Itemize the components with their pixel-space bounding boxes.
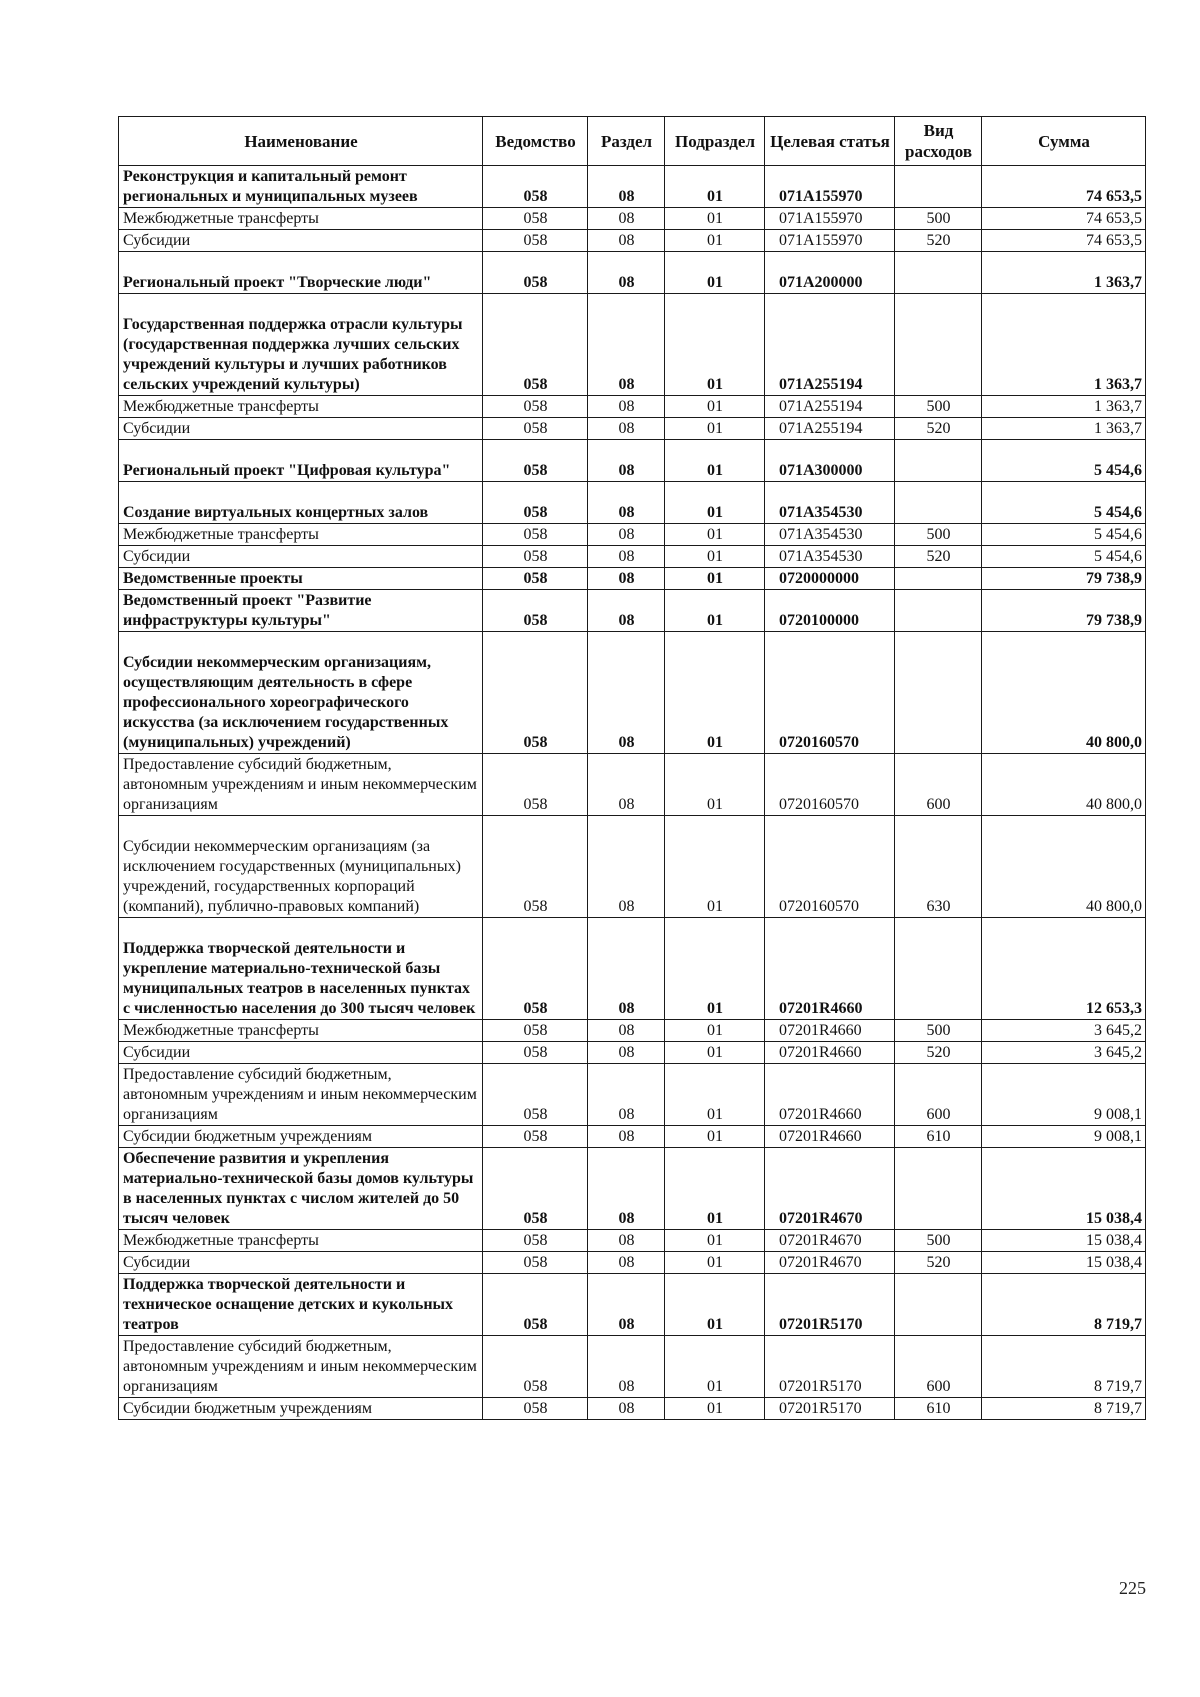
table-row: [119, 166, 1146, 208]
cell-target-article: 07201R4670: [765, 1148, 895, 1230]
cell-amount: 79 738,9: [982, 568, 1146, 590]
cell-expense-type: 520: [895, 418, 982, 440]
cell-name: Межбюджетные трансферты: [119, 1230, 483, 1252]
cell-section: 08: [588, 1148, 665, 1230]
cell-target-article: 07201R4660: [765, 1126, 895, 1148]
cell-amount: 79 738,9: [982, 590, 1146, 632]
table-row: [119, 208, 1146, 230]
cell-subsection: 01: [665, 208, 765, 230]
cell-section: 08: [588, 1230, 665, 1252]
cell-amount: 1 363,7: [982, 252, 1146, 294]
cell-department: 058: [483, 166, 588, 208]
budget-table: [118, 116, 1146, 1420]
cell-subsection: 01: [665, 590, 765, 632]
cell-target-article: 071A354530: [765, 482, 895, 524]
cell-name: Региональный проект "Творческие люди": [119, 252, 483, 294]
cell-expense-type: 600: [895, 754, 982, 816]
cell-target-article: 071A255194: [765, 396, 895, 418]
cell-name: Предоставление субсидий бюджетным, автономным учреждениям и иным некоммерческим организациям: [119, 1064, 483, 1126]
cell-subsection: 01: [665, 918, 765, 1020]
cell-expense-type: 520: [895, 1252, 982, 1274]
cell-amount: 15 038,4: [982, 1252, 1146, 1274]
cell-name: Субсидии: [119, 418, 483, 440]
cell-department: 058: [483, 1336, 588, 1398]
cell-expense-type: 500: [895, 396, 982, 418]
cell-department: 058: [483, 632, 588, 754]
cell-section: 08: [588, 632, 665, 754]
cell-name: Межбюджетные трансферты: [119, 524, 483, 546]
cell-name: Субсидии: [119, 230, 483, 252]
cell-name: Субсидии бюджетным учреждениям: [119, 1126, 483, 1148]
cell-amount: 5 454,6: [982, 482, 1146, 524]
cell-name: Ведомственные проекты: [119, 568, 483, 590]
cell-department: 058: [483, 1252, 588, 1274]
cell-expense-type: [895, 1274, 982, 1336]
cell-subsection: 01: [665, 418, 765, 440]
cell-name: Субсидии: [119, 546, 483, 568]
cell-section: 08: [588, 816, 665, 918]
cell-section: 08: [588, 1126, 665, 1148]
cell-subsection: 01: [665, 252, 765, 294]
table-row: [119, 590, 1146, 632]
table-row: [119, 440, 1146, 482]
cell-expense-type: [895, 294, 982, 396]
cell-subsection: 01: [665, 1148, 765, 1230]
cell-target-article: 07201R4660: [765, 1020, 895, 1042]
cell-department: 058: [483, 816, 588, 918]
cell-section: 08: [588, 252, 665, 294]
cell-amount: 5 454,6: [982, 546, 1146, 568]
cell-subsection: 01: [665, 166, 765, 208]
cell-section: 08: [588, 568, 665, 590]
cell-amount: 9 008,1: [982, 1126, 1146, 1148]
cell-subsection: 01: [665, 1064, 765, 1126]
cell-department: 058: [483, 546, 588, 568]
cell-target-article: 07201R4670: [765, 1252, 895, 1274]
cell-department: 058: [483, 754, 588, 816]
cell-expense-type: 500: [895, 1230, 982, 1252]
cell-target-article: 071A200000: [765, 252, 895, 294]
cell-expense-type: 630: [895, 816, 982, 918]
cell-subsection: 01: [665, 816, 765, 918]
cell-section: 08: [588, 1042, 665, 1064]
cell-section: 08: [588, 1064, 665, 1126]
cell-expense-type: [895, 568, 982, 590]
table-row: [119, 418, 1146, 440]
table-row: [119, 1274, 1146, 1336]
cell-expense-type: 600: [895, 1064, 982, 1126]
cell-section: 08: [588, 590, 665, 632]
header-department: Ведомство: [483, 117, 588, 166]
cell-amount: 5 454,6: [982, 524, 1146, 546]
cell-subsection: 01: [665, 1398, 765, 1420]
cell-amount: 1 363,7: [982, 396, 1146, 418]
cell-department: 058: [483, 482, 588, 524]
cell-section: 08: [588, 294, 665, 396]
cell-expense-type: 520: [895, 546, 982, 568]
cell-section: 08: [588, 396, 665, 418]
cell-name: Поддержка творческой деятельности и техническое оснащение детских и кукольных театров: [119, 1274, 483, 1336]
cell-subsection: 01: [665, 1252, 765, 1274]
cell-subsection: 01: [665, 440, 765, 482]
header-target-article: Целевая статья: [765, 117, 895, 166]
page-number: 225: [1119, 1578, 1146, 1598]
table-row: [119, 252, 1146, 294]
cell-subsection: 01: [665, 1230, 765, 1252]
cell-name: Межбюджетные трансферты: [119, 208, 483, 230]
cell-section: 08: [588, 1020, 665, 1042]
cell-amount: 12 653,3: [982, 918, 1146, 1020]
cell-expense-type: 520: [895, 230, 982, 252]
cell-amount: 1 363,7: [982, 418, 1146, 440]
cell-name: Субсидии бюджетным учреждениям: [119, 1398, 483, 1420]
cell-amount: 8 719,7: [982, 1336, 1146, 1398]
table-row: [119, 546, 1146, 568]
cell-section: 08: [588, 546, 665, 568]
cell-amount: 40 800,0: [982, 754, 1146, 816]
table-row: [119, 1398, 1146, 1420]
cell-target-article: 071A155970: [765, 208, 895, 230]
header-subsection: Подраздел: [665, 117, 765, 166]
cell-department: 058: [483, 1148, 588, 1230]
table-row: [119, 1230, 1146, 1252]
cell-section: 08: [588, 754, 665, 816]
cell-target-article: 0720000000: [765, 568, 895, 590]
cell-name: Государственная поддержка отрасли культуры (государственная поддержка лучших сельских учреждений культуры и лучших работников сельских учреждений культуры): [119, 294, 483, 396]
cell-amount: 5 454,6: [982, 440, 1146, 482]
table-row: [119, 1042, 1146, 1064]
cell-name: Обеспечение развития и укрепления материально-технической базы домов культуры в населенных пунктах с числом жителей до 50 тысяч человек: [119, 1148, 483, 1230]
cell-name: Предоставление субсидий бюджетным, автономным учреждениям и иным некоммерческим организациям: [119, 1336, 483, 1398]
cell-expense-type: [895, 632, 982, 754]
cell-name: Поддержка творческой деятельности и укрепление материально-технической базы муниципальных театров в населенных пунктах с численностью населения до 300 тысяч человек: [119, 918, 483, 1020]
cell-amount: 40 800,0: [982, 632, 1146, 754]
cell-amount: 74 653,5: [982, 208, 1146, 230]
cell-department: 058: [483, 1020, 588, 1042]
cell-subsection: 01: [665, 1020, 765, 1042]
cell-expense-type: 610: [895, 1126, 982, 1148]
cell-expense-type: [895, 1148, 982, 1230]
cell-target-article: 07201R4670: [765, 1230, 895, 1252]
cell-department: 058: [483, 230, 588, 252]
table-row: [119, 1336, 1146, 1398]
cell-target-article: 07201R5170: [765, 1274, 895, 1336]
header-section: Раздел: [588, 117, 665, 166]
header-name: Наименование: [119, 117, 483, 166]
cell-department: 058: [483, 252, 588, 294]
cell-expense-type: [895, 440, 982, 482]
cell-subsection: 01: [665, 632, 765, 754]
table-row: [119, 568, 1146, 590]
cell-department: 058: [483, 1042, 588, 1064]
header-row: [119, 117, 1146, 166]
cell-amount: 1 363,7: [982, 294, 1146, 396]
cell-expense-type: 500: [895, 524, 982, 546]
cell-department: 058: [483, 1230, 588, 1252]
cell-subsection: 01: [665, 1336, 765, 1398]
cell-department: 058: [483, 918, 588, 1020]
cell-department: 058: [483, 396, 588, 418]
cell-subsection: 01: [665, 568, 765, 590]
cell-amount: 74 653,5: [982, 230, 1146, 252]
cell-department: 058: [483, 208, 588, 230]
cell-target-article: 0720160570: [765, 632, 895, 754]
cell-section: 08: [588, 440, 665, 482]
cell-target-article: 071A354530: [765, 524, 895, 546]
cell-expense-type: 600: [895, 1336, 982, 1398]
table-row: [119, 294, 1146, 396]
table-row: [119, 816, 1146, 918]
cell-section: 08: [588, 918, 665, 1020]
cell-target-article: 071A300000: [765, 440, 895, 482]
table-header: [119, 117, 1146, 166]
cell-amount: 74 653,5: [982, 166, 1146, 208]
cell-target-article: 07201R4660: [765, 918, 895, 1020]
cell-target-article: 0720160570: [765, 754, 895, 816]
cell-name: Межбюджетные трансферты: [119, 1020, 483, 1042]
cell-subsection: 01: [665, 1274, 765, 1336]
cell-name: Межбюджетные трансферты: [119, 396, 483, 418]
cell-name: Субсидии: [119, 1252, 483, 1274]
cell-amount: 8 719,7: [982, 1274, 1146, 1336]
table-row: [119, 918, 1146, 1020]
table-row: [119, 230, 1146, 252]
cell-section: 08: [588, 482, 665, 524]
cell-expense-type: [895, 482, 982, 524]
cell-target-article: 071A255194: [765, 418, 895, 440]
cell-subsection: 01: [665, 396, 765, 418]
cell-section: 08: [588, 1274, 665, 1336]
cell-target-article: 071A354530: [765, 546, 895, 568]
header-amount: Сумма: [982, 117, 1146, 166]
table-row: [119, 1148, 1146, 1230]
cell-name: Субсидии: [119, 1042, 483, 1064]
cell-target-article: 0720100000: [765, 590, 895, 632]
table-row: [119, 396, 1146, 418]
cell-target-article: 0720160570: [765, 816, 895, 918]
cell-name: Субсидии некоммерческим организациям, осуществляющим деятельность в сфере профессионального хореографического искусства (за исключением государственных (муниципальных) учреждений): [119, 632, 483, 754]
table-row: [119, 754, 1146, 816]
cell-amount: 15 038,4: [982, 1148, 1146, 1230]
cell-amount: 3 645,2: [982, 1042, 1146, 1064]
cell-expense-type: 500: [895, 1020, 982, 1042]
cell-expense-type: 500: [895, 208, 982, 230]
table-row: [119, 1020, 1146, 1042]
cell-department: 058: [483, 1064, 588, 1126]
cell-section: 08: [588, 524, 665, 546]
cell-department: 058: [483, 294, 588, 396]
cell-expense-type: [895, 918, 982, 1020]
cell-name: Реконструкция и капитальный ремонт региональных и муниципальных музеев: [119, 166, 483, 208]
cell-amount: 8 719,7: [982, 1398, 1146, 1420]
cell-section: 08: [588, 1252, 665, 1274]
cell-expense-type: [895, 166, 982, 208]
cell-department: 058: [483, 1274, 588, 1336]
cell-department: 058: [483, 590, 588, 632]
cell-amount: 15 038,4: [982, 1230, 1146, 1252]
cell-target-article: 071A155970: [765, 230, 895, 252]
cell-department: 058: [483, 418, 588, 440]
cell-subsection: 01: [665, 524, 765, 546]
cell-amount: 40 800,0: [982, 816, 1146, 918]
cell-amount: 3 645,2: [982, 1020, 1146, 1042]
cell-name: Предоставление субсидий бюджетным, автономным учреждениям и иным некоммерческим организациям: [119, 754, 483, 816]
cell-expense-type: [895, 252, 982, 294]
cell-section: 08: [588, 208, 665, 230]
cell-section: 08: [588, 1336, 665, 1398]
cell-expense-type: 610: [895, 1398, 982, 1420]
cell-target-article: 07201R4660: [765, 1064, 895, 1126]
cell-section: 08: [588, 1398, 665, 1420]
table-row: [119, 1064, 1146, 1126]
cell-department: 058: [483, 1126, 588, 1148]
cell-target-article: 07201R4660: [765, 1042, 895, 1064]
cell-subsection: 01: [665, 1126, 765, 1148]
cell-name: Региональный проект "Цифровая культура": [119, 440, 483, 482]
cell-expense-type: [895, 590, 982, 632]
cell-subsection: 01: [665, 754, 765, 816]
cell-department: 058: [483, 1398, 588, 1420]
cell-subsection: 01: [665, 482, 765, 524]
table-body: [119, 166, 1146, 1420]
table-row: [119, 1252, 1146, 1274]
cell-section: 08: [588, 230, 665, 252]
cell-target-article: 071A255194: [765, 294, 895, 396]
header-expense-type: Вид расходов: [895, 117, 982, 166]
cell-subsection: 01: [665, 294, 765, 396]
cell-target-article: 071A155970: [765, 166, 895, 208]
table-row: [119, 632, 1146, 754]
cell-name: Ведомственный проект "Развитие инфраструктуры культуры": [119, 590, 483, 632]
cell-expense-type: 520: [895, 1042, 982, 1064]
cell-target-article: 07201R5170: [765, 1398, 895, 1420]
table-row: [119, 482, 1146, 524]
cell-department: 058: [483, 524, 588, 546]
table-row: [119, 1126, 1146, 1148]
cell-subsection: 01: [665, 230, 765, 252]
table-row: [119, 524, 1146, 546]
cell-subsection: 01: [665, 546, 765, 568]
cell-name: Субсидии некоммерческим организациям (за исключением государственных (муниципальных) учреждений, государственных корпораций (компаний), публично-правовых компаний): [119, 816, 483, 918]
cell-subsection: 01: [665, 1042, 765, 1064]
cell-name: Создание виртуальных концертных залов: [119, 482, 483, 524]
cell-department: 058: [483, 568, 588, 590]
cell-section: 08: [588, 166, 665, 208]
cell-section: 08: [588, 418, 665, 440]
cell-amount: 9 008,1: [982, 1064, 1146, 1126]
cell-target-article: 07201R5170: [765, 1336, 895, 1398]
cell-department: 058: [483, 440, 588, 482]
